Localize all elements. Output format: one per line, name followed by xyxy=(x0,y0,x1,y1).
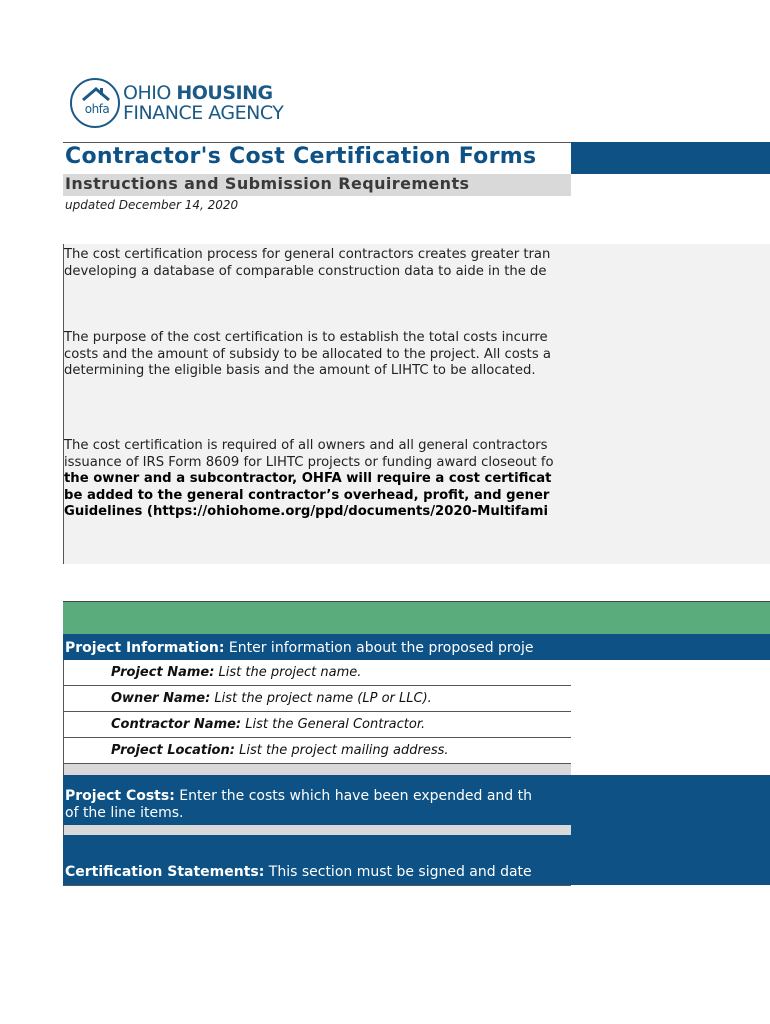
section-header-bar xyxy=(63,601,770,634)
page-title: Contractor's Cost Certification Forms xyxy=(65,144,537,169)
logo-line2: FINANCE AGENCY xyxy=(123,102,284,124)
project-costs-header: Project Costs: Enter the costs which have been expended and th of the line items. xyxy=(63,775,770,825)
spacer-bar-2 xyxy=(63,825,571,835)
subtitle-bar xyxy=(63,174,770,196)
project-information-header: Project Information: Enter information about the proposed proje xyxy=(63,634,770,660)
row-contractor-name: Contractor Name: List the General Contractor. xyxy=(63,712,571,738)
logo-circle xyxy=(70,78,120,128)
spacer-bar xyxy=(63,764,571,775)
title-bar xyxy=(63,142,770,174)
intro-paragraph-1: The cost certification process for general contractors creates greater tran developing a database of comparable construction data to aide in the de xyxy=(64,247,551,279)
logo-line1: OHIO HOUSING xyxy=(123,82,273,104)
row-project-name: Project Name: List the project name. xyxy=(63,660,571,686)
updated-date: updated December 14, 2020 xyxy=(65,198,239,212)
logo-mark-text: ohfa xyxy=(84,102,110,116)
row-owner-name: Owner Name: List the project name (LP or LLC). xyxy=(63,686,571,712)
page-subtitle: Instructions and Submission Requirements xyxy=(65,174,470,193)
intro-paragraph-2: The purpose of the cost certification is to establish the total costs incurre costs and the amount of subsidy to be allocated to the project. All costs a determining the eligible basis and the amount of LIHTC to be allocated. xyxy=(64,330,551,378)
intro-paragraph-3: The cost certification is required of all owners and all general contractors issuance of IRS Form 8609 for LIHTC projects or funding award closeout fo the owner and a subcontractor, OHFA will require a cost certificat be added to the general contractor’s overhead, profit, and gener Guidelines (https://ohiohome.org/ppd/documents/2020-Multifami xyxy=(64,438,554,519)
ohfa-logo xyxy=(70,78,330,134)
certification-statements-header: Certification Statements: This section must be signed and date xyxy=(63,835,770,885)
row-project-location: Project Location: List the project mailing address. xyxy=(63,738,571,764)
intro-section xyxy=(63,244,770,564)
